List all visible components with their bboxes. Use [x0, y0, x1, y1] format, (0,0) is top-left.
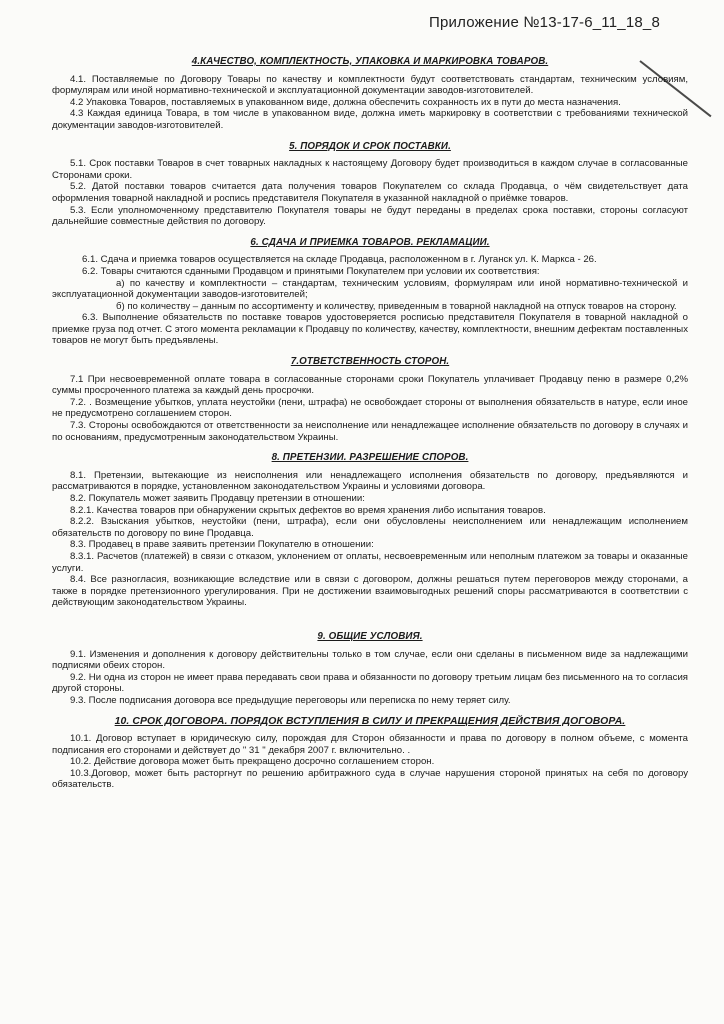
paragraph: 10.3.Договор, может быть расторгнут по решению арбитражного суда в случае нарушения стороной принятых на себя по договору обязательств. — [52, 767, 688, 791]
section-title: 8. ПРЕТЕНЗИИ. РАЗРЕШЕНИЕ СПОРОВ. — [271, 452, 469, 464]
paragraph: 8.2. Покупатель может заявить Продавцу претензии в отношении: — [70, 493, 365, 504]
paragraph: 5.1. Срок поставки Товаров в счет товарных накладных к настоящему Договору будет производиться в каждом случае в согласованные Сторонами сроки. — [52, 158, 688, 181]
paragraph: 6.2. Товары считаются сданными Продавцом и принятыми Покупателем при условии их соответствия: — [82, 265, 540, 277]
paragraph: б) по количеству – данным по ассортименту и количеству, приведенным в товарной накладной на отпуск товаров на сторону. — [116, 300, 677, 312]
paragraph: 7.3. Стороны освобождаются от ответственности за неисполнение или ненадлежащее исполнение обязательств по договору в случаях и по основаниям, предусмотренным законодательством Украины. — [52, 420, 688, 443]
paragraph: 9.3. После подписания договора все предыдущие переговоры или переписка по нему теряет силу. — [70, 694, 511, 706]
paragraph: 7.1 При несвоевременной оплате товара в согласованные сторонами сроки Покупатель уплачивает Продавцу пеню в размере 0,2% суммы просроченного платежа за каждый день просрочки. — [52, 373, 688, 397]
document-body — [52, 56, 688, 800]
section-5 — [52, 141, 688, 228]
section-title: 9. ОБЩИЕ УСЛОВИЯ. — [317, 630, 423, 642]
section-title: 5. ПОРЯДОК И СРОК ПОСТАВКИ. — [289, 140, 451, 152]
section-7 — [52, 356, 688, 443]
section-4 — [52, 56, 688, 132]
section-title: 10. СРОК ДОГОВОРА. ПОРЯДОК ВСТУПЛЕНИЯ В СИЛУ И ПРЕКРАЩЕНИЯ ДЕЙСТВИЯ ДОГОВОРА. — [114, 715, 626, 727]
paragraph: 10.1. Договор вступает в юридическую силу, порождая для Сторон обязанности и права по договору в полном объеме, с момента подписания его сторонами и действует до " 31 " декабря 2007 г. включительно. . — [52, 733, 688, 756]
section-title: 7.ОТВЕТСТВЕННОСТЬ СТОРОН. — [290, 356, 450, 368]
paragraph: 4.3 Каждая единица Товара, в том числе в упакованном виде, должна иметь маркировку в соответствии с требованиями технической документации заводов-изготовителей. — [52, 108, 688, 131]
paragraph: а) по качеству и комплектности – стандартам, техническим условиям, формулярам или иной нормативно-технической и эксплуатационной документации заводов-изготовителей; — [52, 277, 688, 301]
paragraph: 6.1. Сдача и приемка товаров осуществляется на складе Продавца, расположенном в г. Луганск ул. К. Маркса - 26. — [82, 254, 597, 266]
paragraph: 7.2. . Возмещение убытков, уплата неустойки (пени, штрафа) не освобождает стороны от выполнения обязательств в натуре, если иное не предусмотрено соглашением сторон. — [52, 396, 688, 420]
paragraph: 8.2.2. Взыскания убытков, неустойки (пени, штрафа), если они обусловлены неисполнением или ненадлежащим исполнением обязательств по договору по вине Продавца. — [52, 516, 688, 539]
section-8 — [52, 452, 688, 609]
section-6 — [52, 237, 688, 347]
paragraph: 10.2. Действие договора может быть прекращено досрочно соглашением сторон. — [70, 756, 435, 768]
paragraph: 5.3. Если уполномоченному представителю Покупателя товары не будут переданы в пределах срока поставки, стороны согласуют дальнейшие совместные действия по договору. — [52, 204, 688, 228]
paragraph: 8.1. Претензии, вытекающие из неисполнения или ненадлежащего исполнения обязательств по договору, предъявляются и рассматриваются в порядке, установленном законодательством Украины и условиями договора. — [52, 469, 688, 493]
section-title: 4.КАЧЕСТВО, КОМПЛЕКТНОСТЬ, УПАКОВКА И МАРКИРОВКА ТОВАРОВ. — [191, 56, 549, 67]
paragraph: 9.2. Ни одна из сторон не имеет права передавать свои права и обязанности по договору третьим лицам без письменного на то согласия другой стороны. — [52, 671, 688, 695]
paragraph: 8.4. Все разногласия, возникающие вследствие или в связи с договором, должны решаться путем переговоров между сторонами, а также в порядке претензионного урегулирования. При не достижении взаимовыгодных решений споры рассматриваются в соответствии с действующим законодательством Украины. — [52, 574, 688, 609]
section-9 — [52, 631, 688, 707]
paragraph: 8.3. Продавец в праве заявить претензии Покупателю в отношении: — [70, 539, 374, 551]
paragraph: 8.2.1. Качества товаров при обнаружении скрытых дефектов во время хранения либо испытания товаров. — [70, 504, 546, 516]
paragraph: 4.1. Поставляемые по Договору Товары по качеству и комплектности будут соответствовать стандартам, техническим условиям, формулярам или иной нормативно-технической и эксплуатационной документации заводов-изготовителей. — [52, 73, 688, 97]
paragraph: 4.2 Упаковка Товаров, поставляемых в упакованном виде, должна обеспечить сохранность их в пути до места назначения. — [70, 96, 621, 108]
annex-label: Приложение №13-17-6_11_18_8 — [429, 14, 660, 31]
paragraph: 8.3.1. Расчетов (платежей) в связи с отказом, уклонением от оплаты, несвоевременным или неполным платежом за товары и оказанные услуги. — [52, 550, 688, 574]
section-title: 6. СДАЧА И ПРИЕМКА ТОВАРОВ. РЕКЛАМАЦИИ. — [250, 236, 490, 248]
section-10 — [52, 716, 688, 792]
paragraph: 6.3. Выполнение обязательств по поставке товаров удостоверяется росписью представителя Покупателя в товарной накладной о приемке груза под отчет. С этого момента рекламации к Продавцу по количеству, качеству, комплектности, внешним дефектам поставленных товаров не могут быть предъявлены. — [52, 312, 688, 347]
paragraph: 5.2. Датой поставки товаров считается дата получения товаров Покупателем со склада Продавца, о чём свидетельствует дата оформления товарной накладной и роспись представителя Покупателя в указанной накладной о приёмке товаров. — [52, 181, 688, 204]
paragraph: 9.1. Изменения и дополнения к договору действительны только в том случае, если они сделаны в письменном виде за надлежащими подписями обеих сторон. — [52, 648, 688, 672]
